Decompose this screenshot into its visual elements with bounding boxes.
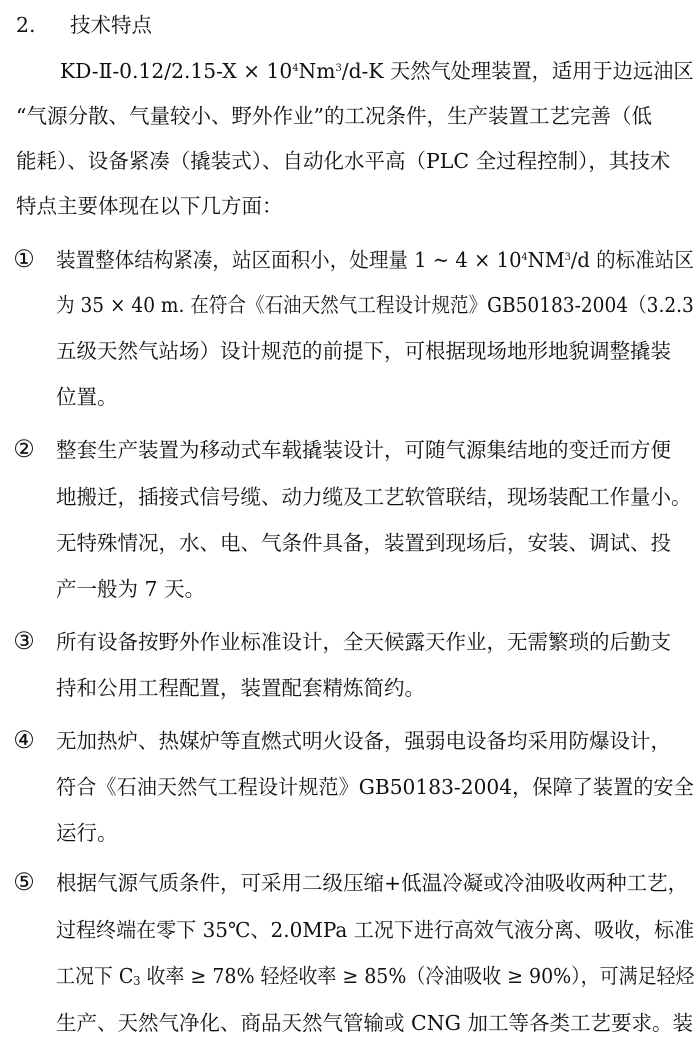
section-number: 2. [16, 13, 36, 37]
item-1-line-3: 五级天然气站场）设计规范的前提下，可根据现场地形地貌调整撬装 [56, 339, 671, 363]
item-2-line-2: 地搬迁，插接式信号缆、动力缆及工艺软管联结，现场装配工作量小。 [56, 485, 692, 509]
item-3-line-1: 所有设备按野外作业标准设计，全天候露天作业，无需繁琐的后勤支 [56, 630, 671, 654]
item-5-line-3: 工况下 $C_3$ 收率 ≥ 78% 轻烃收率 ≥ 85%（冷油吸收 ≥ 90%），可满足轻烃 [56, 964, 695, 988]
item-2-line-1: 整套生产装置为移动式车载撬装设计，可随气源集结地的变迁而方便 [56, 438, 671, 462]
item-3-marker: ③ [13, 627, 35, 655]
item-5-line-1: 根据气源气质条件，可采用二级压缩+低温冷凝或冷油吸收两种工艺， [56, 871, 689, 895]
item-4-line-2: 符合《石油天然气工程设计规范》GB50183-2004，保障了装置的安全 [56, 775, 694, 799]
item-5-line-4: 生产、天然气净化、商品天然气管输或 CNG 加工等各类工艺要求。装 [56, 1011, 694, 1035]
item-1-line-1: 装置整体结构紧凑，站区面积小，处理量 1 ~ $4 \times 10^4NM^3/d$ 的标准站区 [56, 248, 694, 272]
item-4-marker: ④ [13, 726, 35, 754]
item-4-line-1: 无加热炉、热媒炉等直燃式明火设备，强弱电设备均采用防爆设计， [56, 729, 671, 753]
item-2-line-4: 产一般为 7 天。 [56, 577, 206, 601]
intro-line-2: “气源分散、气量较小、野外作业”的工况条件，生产装置工艺完善（低 [16, 104, 652, 128]
item-1-marker: ① [13, 245, 35, 273]
intro-line-1: KD-Ⅱ-0.12/2.15-X × $10^4Nm^3/d-K$ 天然气处理装置，适用于边远油区 [60, 59, 694, 83]
item-1-line-2: 为 35 × 40 m. 在符合《石油天然气工程设计规范》GB50183-2004（3.2.3 [56, 293, 694, 317]
item-2-marker: ② [13, 435, 35, 463]
item-1-line-4: 位置。 [56, 385, 118, 409]
item-3-line-2: 持和公用工程配置，装置配套精炼简约。 [56, 676, 425, 700]
item-5-line-2: 过程终端在零下 35℃、2.0MPa 工况下进行高效气液分离、吸收，标准 [56, 918, 695, 942]
item-4-line-3: 运行。 [56, 821, 118, 845]
section-title: 技术特点 [70, 13, 152, 37]
intro-line-3: 能耗）、设备紧凑（撬装式）、自动化水平高（PLC 全过程控制），其技术 [16, 149, 671, 173]
section-heading [16, 12, 152, 38]
item-5-marker: ⑤ [13, 868, 35, 896]
intro-line-4: 特点主要体现在以下几方面： [16, 194, 283, 218]
item-2-line-3: 无特殊情况，水、电、气条件具备，装置到现场后，安装、调试、投 [56, 531, 671, 555]
